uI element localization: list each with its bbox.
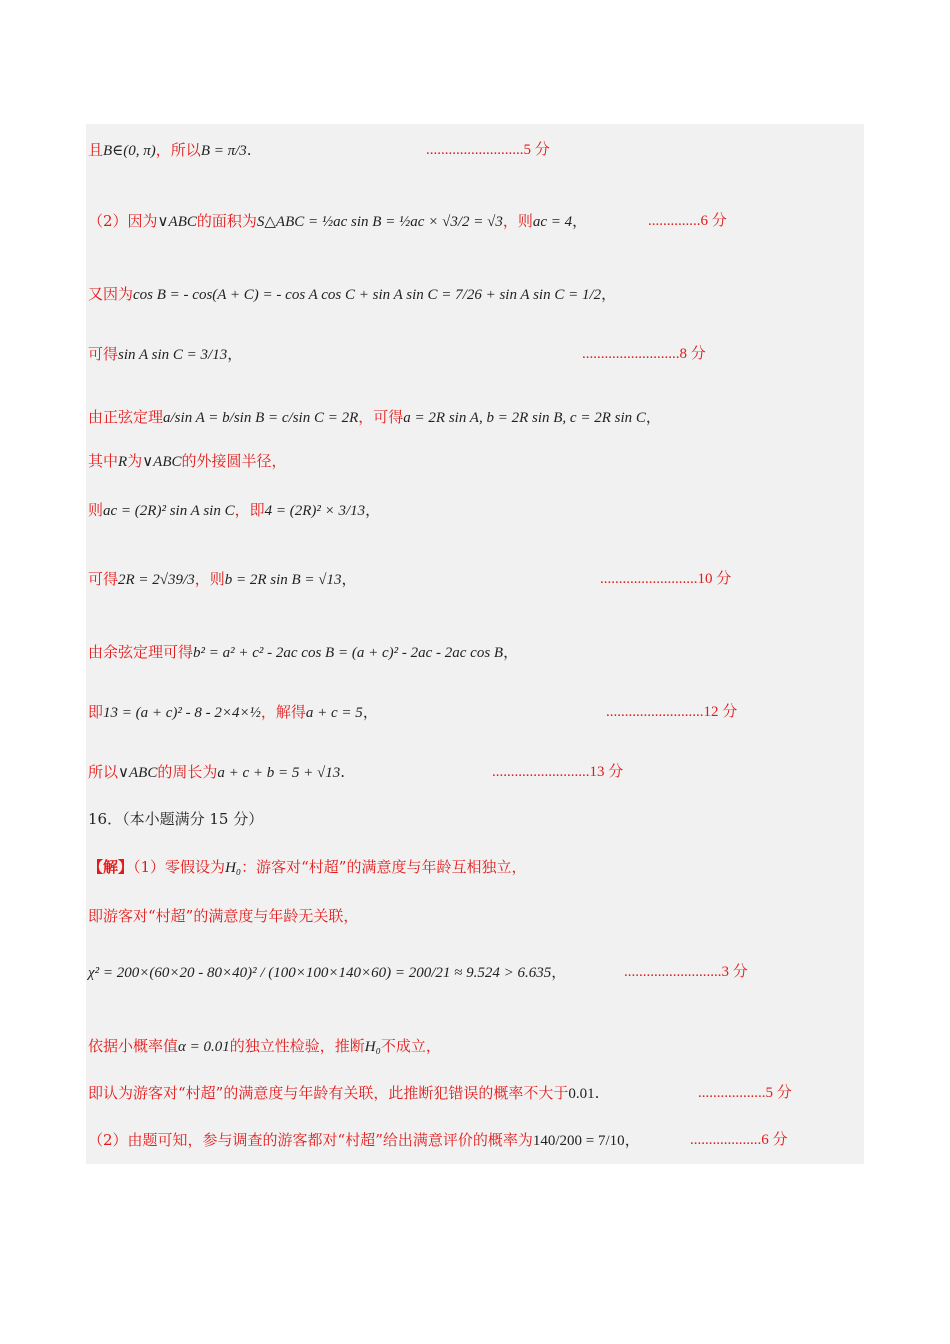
- problem-heading: 16．（本小题满分 15 分）: [88, 810, 264, 828]
- solution-line-13: 【解】（1）零假设为H₀：游客对“村超”的满意度与年龄互相独立，: [88, 858, 527, 876]
- score-marker-12: ..........................12 分: [606, 704, 738, 720]
- solution-line-8: 可得2R = 2√39/3，则b = 2R sin B = √13，: [88, 570, 357, 588]
- solution-line-16: 依据小概率值α = 0.01的独立性检验，推断H₀不成立，: [88, 1037, 441, 1055]
- solution-line-4: 可得sin A sin C = 3/13，: [88, 345, 243, 363]
- solution-line-1: 且B∈(0, π)，所以B = π/3.: [88, 141, 252, 159]
- score-marker-13: ..........................13 分: [492, 764, 624, 780]
- solution-line-2: （2）因为∨ABC的面积为S△ABC = ½ac sin B = ½ac × √3/2 = √3，则ac = 4，: [88, 212, 588, 230]
- solution-line-7: 则ac = (2R)² sin A sin C，即4 = (2R)² × 3/13，: [88, 501, 381, 519]
- score-marker-3: ..........................3 分: [624, 964, 748, 980]
- score-marker-8: ..........................8 分: [582, 346, 706, 362]
- score-marker-6: ..............6 分: [648, 213, 727, 229]
- solution-line-14: 即游客对“村超”的满意度与年龄无关联，: [88, 907, 359, 925]
- solution-line-11: 所以∨ABC的周长为a + c + b = 5 + √13.: [88, 763, 346, 781]
- solution-line-6: 其中R为∨ABC的外接圆半径，: [88, 452, 287, 470]
- solution-line-15: χ² = 200×(60×20 - 80×40)² / (100×100×140×60) = 200/21 ≈ 9.524 > 6.635，: [88, 963, 567, 981]
- score-marker-6b: ...................6 分: [690, 1132, 788, 1148]
- score-marker-5: ..........................5 分: [426, 142, 550, 158]
- score-marker-10: ..........................10 分: [600, 571, 732, 587]
- solution-line-5: 由正弦定理a/sin A = b/sin B = c/sin C = 2R，可得a = 2R sin A, b = 2R sin B, c = 2R sin C，: [88, 408, 661, 426]
- score-marker-5b: ..................5 分: [698, 1085, 792, 1101]
- solution-line-9: 由余弦定理可得b² = a² + c² - 2ac cos B = (a + c)² - 2ac - 2ac cos B，: [88, 643, 519, 661]
- solution-line-3: 又因为cos B = - cos(A + C) = - cos A cos C + sin A sin C = 7/26 + sin A sin C = 1/2，: [88, 285, 617, 303]
- solution-line-17: 即认为游客对“村超”的满意度与年龄有关联，此推断犯错误的概率不大于0.01.: [88, 1084, 600, 1102]
- solution-line-10: 即13 = (a + c)² - 8 - 2×4×½，解得a + c = 5，: [88, 703, 378, 721]
- solution-line-18: （2）由题可知，参与调查的游客都对“村超”给出满意评价的概率为140/200 = 7/10，: [88, 1131, 640, 1149]
